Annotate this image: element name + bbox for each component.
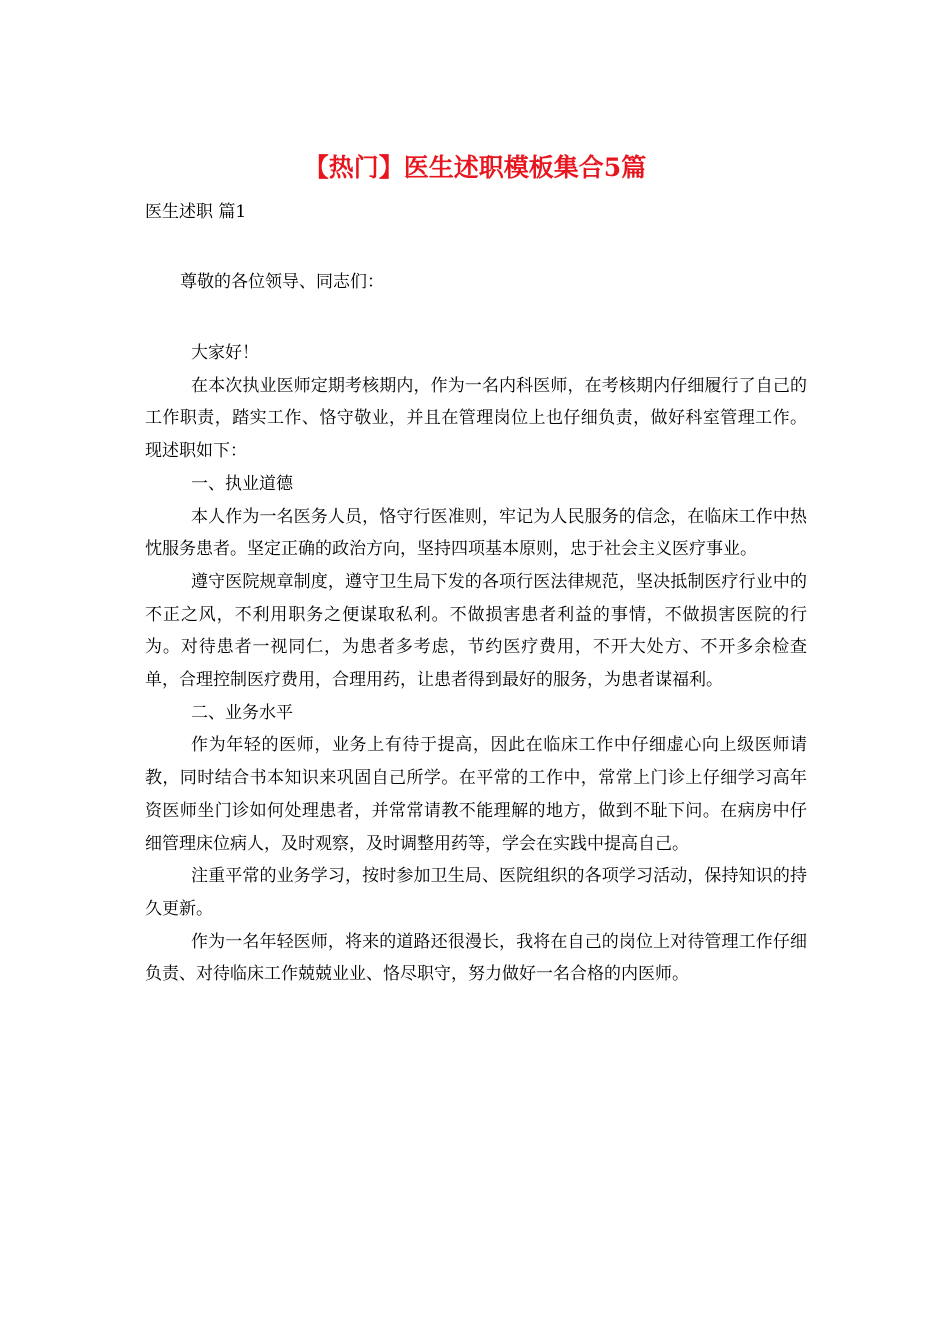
paragraph-ethics-2: 遵守医院规章制度，遵守卫生局下发的各项行医法律规范，坚决抵制医疗行业中的不正之风，不利用职务之便谋取私利。不做损害患者利益的事情，不做损害医院的行为。对待患者一视同仁，为患者多考虑，节约医疗费用，不开大处方、不开多余检查单，合理控制医疗费用，合理用药，让患者得到最好的服务，为患者谋福利。: [145, 571, 807, 691]
section-heading: 医生述职 篇1: [145, 202, 247, 222]
salutation: 尊敬的各位领导、同志们：: [180, 272, 384, 292]
document-body: [145, 337, 807, 991]
paragraph-ethics-1: 本人作为一名医务人员，恪守行医准则，牢记为人民服务的信念，在临床工作中热忱服务患者。坚定正确的政治方向，坚持四项基本原则，忠于社会主义医疗事业。: [145, 506, 807, 560]
paragraph-intro: 在本次执业医师定期考核期内，作为一名内科医师，在考核期内仔细履行了自己的工作职责，踏实工作、恪守敬业，并且在管理岗位上也仔细负责，做好科室管理工作。现述职如下：: [145, 375, 807, 462]
subheading-professional-level: 二、业务水平: [191, 702, 293, 723]
paragraph-greeting: 大家好！: [191, 343, 259, 363]
paragraph-level-1: 作为年轻的医师，业务上有待于提高，因此在临床工作中仔细虚心向上级医师请教，同时结合书本知识来巩固自己所学。在平常的工作中，常常上门诊上仔细学习高年资医师坐门诊如何处理患者，并常常请教不能理解的地方，做到不耻下问。在病房中仔细管理床位病人，及时观察，及时调整用药等，学会在实践中提高自己。: [145, 735, 807, 854]
document-title: 【热门】医生述职模板集合5篇: [303, 153, 647, 182]
subheading-professional-ethics: 一、执业道德: [191, 473, 293, 494]
paragraph-level-2: 注重平常的业务学习，按时参加卫生局、医院组织的各项学习活动，保持知识的持久更新。: [145, 866, 807, 919]
paragraph-closing: 作为一名年轻医师，将来的道路还很漫长，我将在自己的岗位上对待管理工作仔细负责、对待临床工作兢兢业业、恪尽职守，努力做好一名合格的内医师。: [145, 931, 807, 985]
